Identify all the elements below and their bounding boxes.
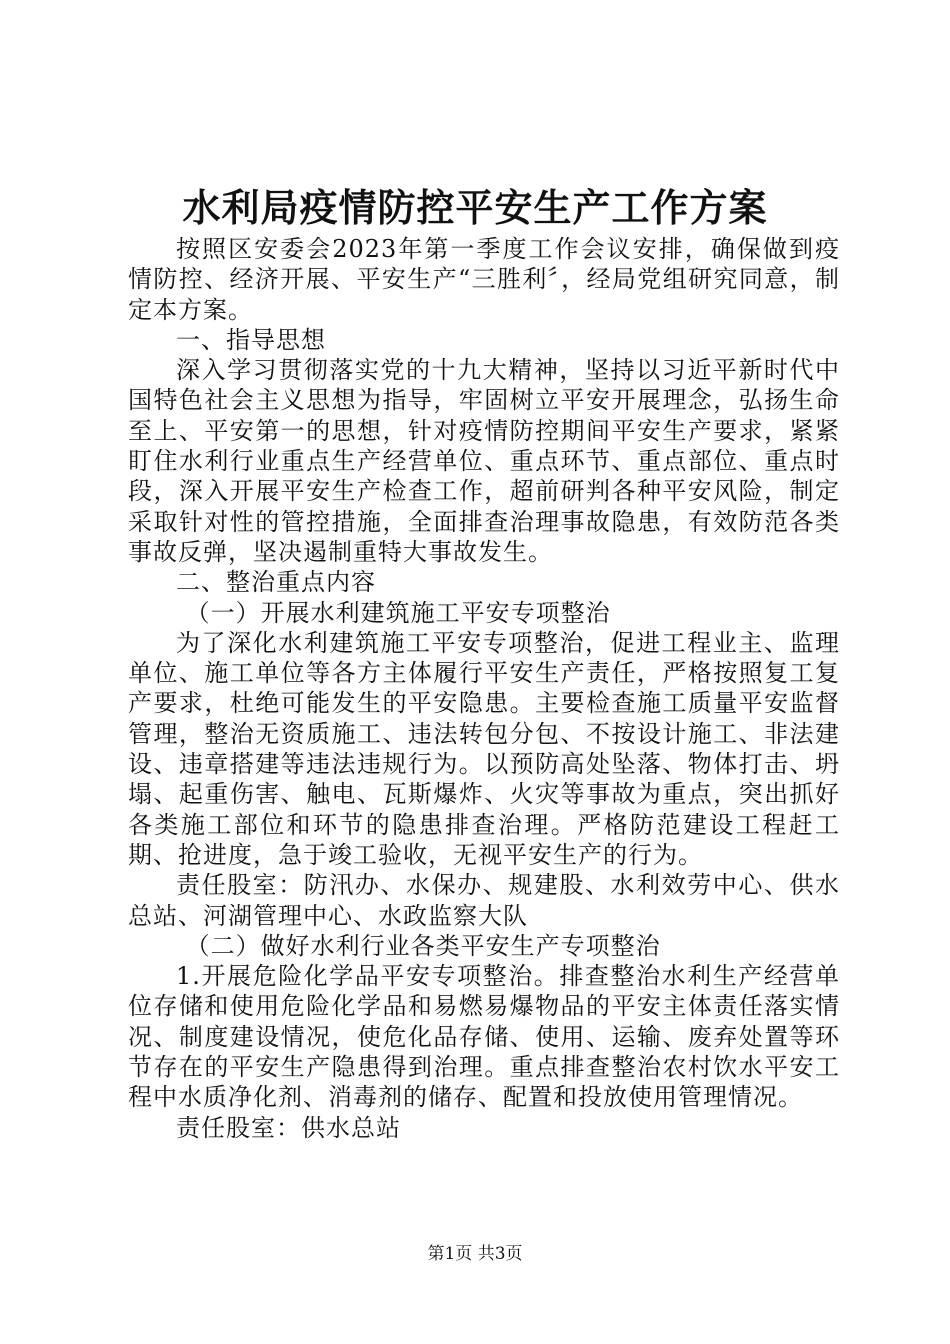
section-heading-key-content: 二、整治重点内容 (176, 568, 376, 597)
construction-safety-paragraph: 为了深化水利建筑施工平安专项整治，促进工程业主、监理单位、施工单位等各方主体履行平安生产责任，严格按照复工复产要求，杜绝可能发生的平安隐患。主要检查施工质量平安监督管理，整治无资质施工、违法转包分包、不按设计施工、非法建设、违章搭建等违法违规行为。以预防高处坠落、物体打击、坍塌、起重伤害、触电、瓦斯爆炸、火灾等事故为重点，突出抓好各类施工部位和环节的隐患排查治理。严格防范建设工程赶工期、抢进度，急于竣工验收，无视平安生产的行为。 (128, 628, 840, 869)
guiding-ideology-paragraph: 深入学习贯彻落实党的十九大精神，坚持以习近平新时代中国特色社会主义思想为指导，牢固树立平安开展理念，弘扬生命至上、平安第一的思想，针对疫情防控期间平安生产要求，紧紧盯住水利行业重点生产经营单位、重点环节、重点部位、重点时段，深入开展平安生产检查工作，超前研判各种平安风险，制定采取针对性的管控措施，全面排查治理事故隐患，有效防范各类事故反弹，坚决遏制重特大事故发生。 (128, 356, 840, 566)
responsible-office-water-supply: 责任股室：供水总站 (176, 1113, 401, 1142)
subsection-heading-industry-safety: （二）做好水利行业各类平安生产专项整治 (185, 931, 661, 960)
page-number-footer: 第1页 共3页 (427, 1244, 523, 1264)
hazardous-chemicals-paragraph: 1.开展危险化学品平安专项整治。排查整治水利生产经营单位存储和使用危险化学品和易燃易爆物品的平安主体责任落实情况、制度建设情况，使危化品存储、使用、运输、废弃处置等环节存在的平安生产隐患得到治理。重点排查整治农村饮水平安工程中水质净化剂、消毒剂的储存、配置和投放使用管理情况。 (128, 962, 840, 1112)
section-heading-guiding-ideology: 一、指导思想 (176, 325, 326, 354)
subsection-heading-construction-safety: （一）开展水利建筑施工平安专项整治 (185, 598, 611, 627)
document-title: 水利局疫情防控平安生产工作方案 (182, 185, 768, 230)
responsible-offices-paragraph: 责任股室：防汛办、水保办、规建股、水利效劳中心、供水总站、河湖管理中心、水政监察大队 (128, 871, 840, 930)
document-body (128, 234, 840, 1143)
intro-paragraph: 按照区安委会2023年第一季度工作会议安排，确保做到疫情防控、经济开展、平安生产“三胜利〞，经局党组研究同意，制定本方案。 (128, 235, 840, 324)
